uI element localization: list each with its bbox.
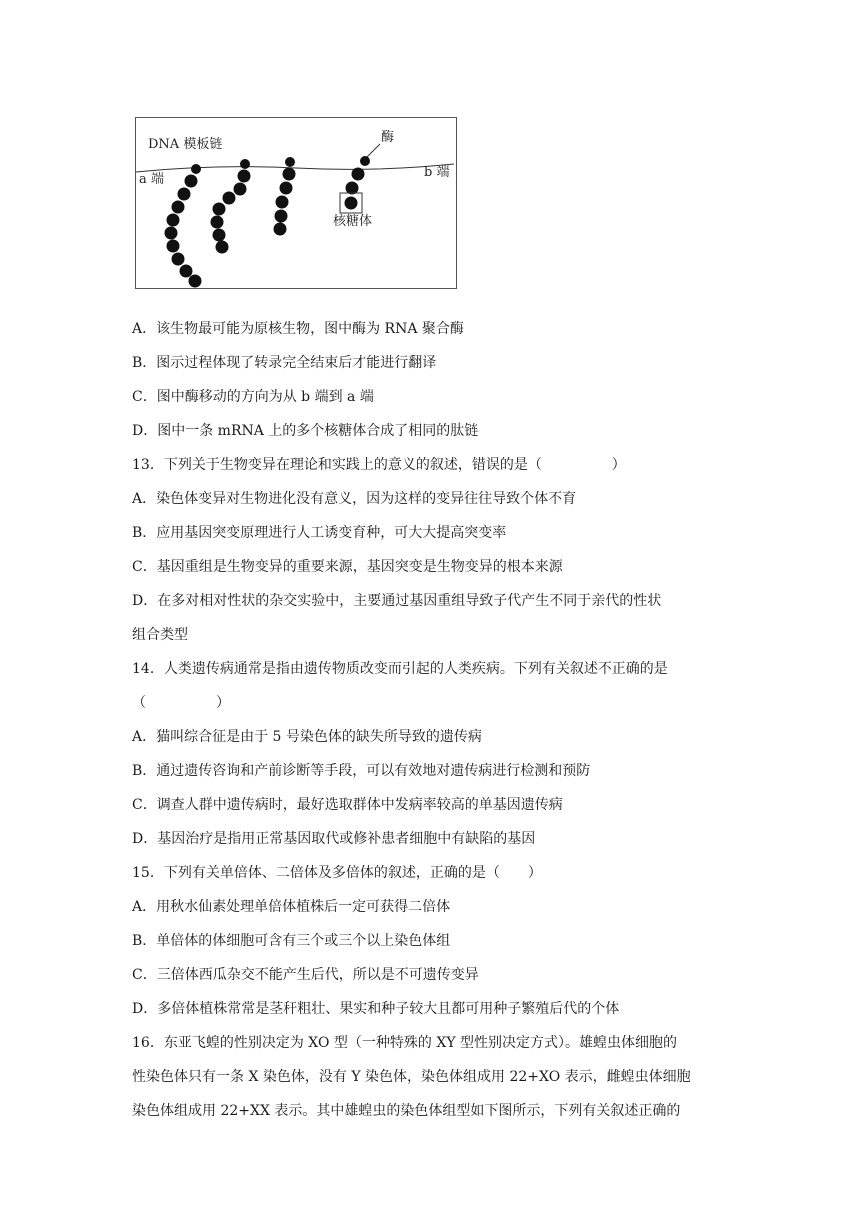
ribosome-dot [345, 197, 358, 210]
ribosome-dot [189, 275, 202, 288]
b-end-label: b 端 [424, 165, 450, 180]
ribosome-dot [167, 240, 180, 253]
ribosome-dot [216, 241, 229, 254]
ribosome-dot [167, 214, 180, 227]
q13-option-d: D．在多对相对性状的杂交实验中，主要通过基因重组导致子代产生不同于亲代的性状 [132, 593, 662, 609]
q16-stem-line2: 性染色体只有一条 X 染色体，没有 Y 染色体，染色体组成用 22+XO 表示，雌蝗虫体细胞 [132, 1069, 691, 1085]
q13-option-b: B．应用基因突变原理进行人工诱变育种，可大大提高突变率 [132, 525, 507, 541]
ribosome-dot [276, 196, 289, 209]
ribosome-dot [280, 182, 293, 195]
q15-stem: 15．下列有关单倍体、二倍体及多倍体的叙述，正确的是（ ） [132, 865, 542, 881]
q13-option-a: A．染色体变异对生物进化没有意义，因为这样的变异往往导致个体不育 [132, 491, 577, 507]
ribosome-dot [240, 159, 250, 169]
q12-option-b: B．图示过程体现了转录完全结束后才能进行翻译 [132, 355, 437, 371]
ribosome-dot [275, 210, 288, 223]
ribosome-dot [211, 216, 224, 229]
ribosome-dot [185, 175, 198, 188]
q13-stem: 13．下列关于生物变异在理论和实践上的意义的叙述，错误的是（ ） [132, 457, 626, 473]
ribosome-dot [285, 157, 295, 167]
dna-template-label: DNA 模板链 [148, 137, 223, 152]
question-text [132, 312, 732, 1128]
ribosome-dot [283, 168, 296, 181]
q13-option-d-cont: 组合类型 [132, 627, 188, 643]
q14-option-c: C．调查人群中遗传病时，最好选取群体中发病率较高的单基因遗传病 [132, 797, 563, 813]
q14-option-d: D．基因治疗是指用正常基因取代或修补患者细胞中有缺陷的基因 [132, 831, 536, 847]
ribosome-dot [172, 201, 185, 214]
q12-option-d: D．图中一条 mRNA 上的多个核糖体合成了相同的肽链 [132, 423, 479, 439]
ribosome-dot [213, 229, 226, 242]
q14-stem: 14．人类遗传病通常是指由遗传物质改变而引起的人类疾病。下列有关叙述不正确的是 [132, 661, 668, 677]
ribosome-dot [360, 156, 370, 166]
a-end-label: a 端 [139, 172, 164, 187]
q14-option-a: A．猫叫综合征是由于 5 号染色体的缺失所导致的遗传病 [132, 729, 482, 745]
q16-stem-line3: 染色体组成用 22+XX 表示。其中雄蝗虫的染色体组型如下图所示，下列有关叙述正确的 [132, 1103, 681, 1119]
dna-template-strand [136, 164, 454, 172]
translation-diagram [135, 117, 457, 289]
q12-option-a: A．该生物最可能为原核生物，图中酶为 RNA 聚合酶 [132, 321, 464, 337]
ribosome-dot [213, 203, 226, 216]
ribosome-label: 核糖体 [333, 214, 373, 229]
q14-option-b: B．通过遗传咨询和产前诊断等手段，可以有效地对遗传病进行检测和预防 [132, 763, 591, 779]
ribosome-dot [223, 192, 236, 205]
q15-option-a: A．用秋水仙素处理单倍体植株后一定可获得二倍体 [132, 899, 451, 915]
ribosome-dot [191, 164, 201, 174]
ribosome-dot [234, 183, 247, 196]
ribosome-dot [180, 265, 193, 278]
enzyme-label: 酶 [381, 130, 395, 145]
ribosome-dot [165, 227, 178, 240]
q14-stem-cont: （ ） [132, 695, 230, 711]
q15-option-c: C．三倍体西瓜杂交不能产生后代，所以是不可遗传变异 [132, 967, 479, 983]
q13-option-c: C．基因重组是生物变异的重要来源，基因突变是生物变异的根本来源 [132, 559, 563, 575]
q16-stem-line1: 16．东亚飞蝗的性别决定为 XO 型（一种特殊的 XY 型性别决定方式）。雄蝗虫体细胞的 [132, 1035, 678, 1051]
q15-option-d: D．多倍体植株常常是茎秆粗壮、果实和种子较大且都可用种子繁殖后代的个体 [132, 1001, 620, 1017]
ribosome-dot [238, 170, 251, 183]
ribosome-dot [172, 253, 185, 266]
ribosome-dot [352, 168, 365, 181]
q15-option-b: B．单倍体的体细胞可含有三个或三个以上染色体组 [132, 933, 451, 949]
q12-option-c: C．图中酶移动的方向为从 b 端到 a 端 [132, 389, 374, 405]
ribosome-dot [274, 223, 287, 236]
ribosome-dot [178, 188, 191, 201]
enzyme-pointer [366, 144, 380, 158]
